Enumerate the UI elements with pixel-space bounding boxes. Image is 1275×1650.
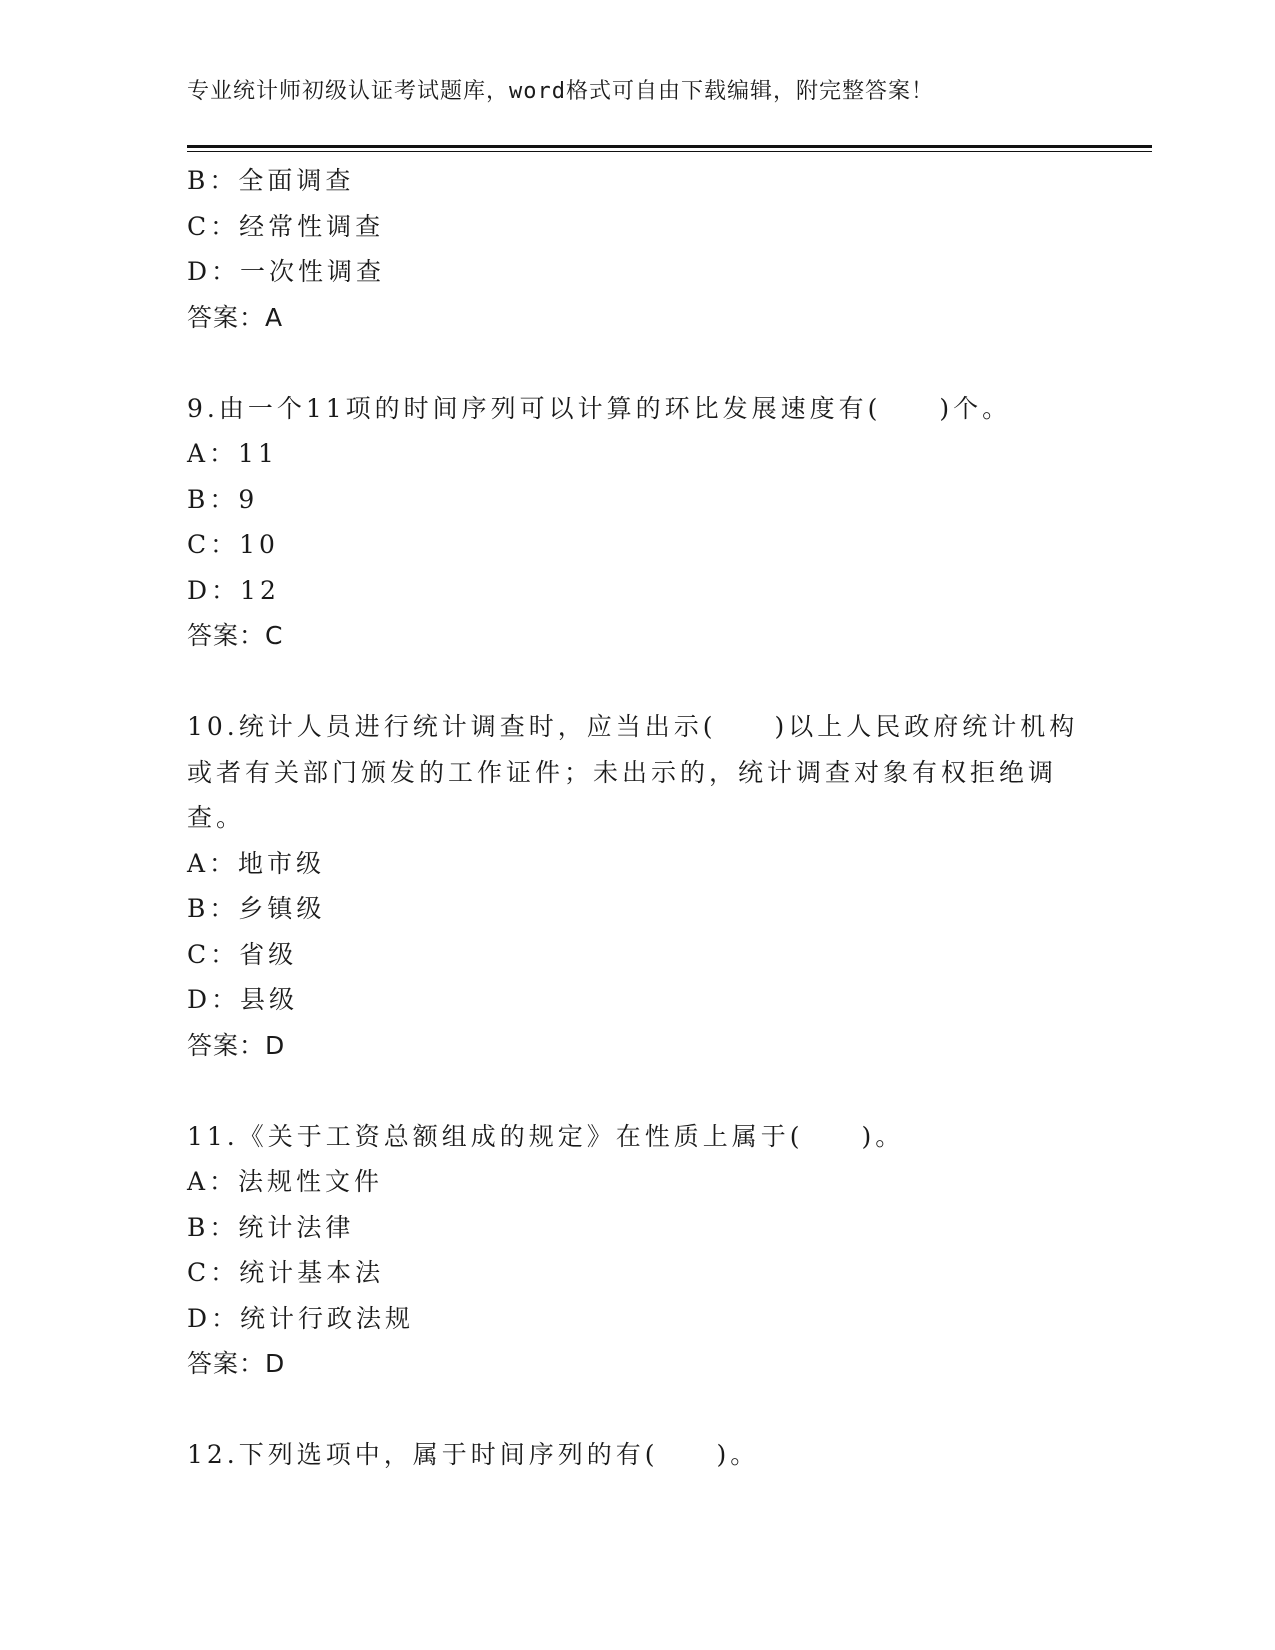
question-9	[187, 386, 1087, 659]
option-a: A：地市级	[187, 848, 326, 878]
option-b: B：乡镇级	[187, 894, 326, 923]
answer: 答案：A	[187, 302, 284, 332]
option-c: C：统计基本法	[187, 1258, 385, 1287]
header-rule-thick	[187, 145, 1152, 148]
option-d: D：一次性调查	[187, 257, 386, 286]
question-stem-line-1: 10.统计人员进行统计调查时，应当出示( )以上人民政府统计机构	[187, 712, 1079, 741]
question-stem: 11.《关于工资总额组成的规定》在性质上属于( )。	[187, 1121, 905, 1151]
question-12	[187, 1432, 1087, 1478]
option-a: A：法规性文件	[187, 1167, 384, 1196]
option-c: C：省级	[187, 939, 298, 969]
option-b: B：全面调查	[187, 166, 355, 195]
option-b: B：9	[187, 484, 259, 514]
question-stem: 12.下列选项中，属于时间序列的有( )。	[187, 1440, 760, 1469]
page-header: 专业统计师初级认证考试题库，word格式可自由下载编辑，附完整答案！	[187, 79, 934, 104]
option-d: D：统计行政法规	[187, 1303, 415, 1333]
option-a: A：11	[187, 439, 278, 468]
answer: 答案：C	[187, 621, 284, 650]
option-c: C：10	[187, 530, 279, 559]
question-list	[187, 158, 1087, 1478]
question-stem: 9.由一个11项的时间序列可以计算的环比发展速度有( )个。	[187, 393, 1012, 423]
option-d: D：县级	[187, 985, 299, 1014]
question-11	[187, 1114, 1087, 1387]
question-10	[187, 704, 1087, 1068]
option-b: B：统计法律	[187, 1212, 355, 1242]
header-rule-thin	[187, 151, 1152, 152]
option-c: C：经常性调查	[187, 211, 385, 241]
question-stem-line-3: 查。	[187, 803, 246, 832]
question-8	[187, 158, 1087, 340]
answer: 答案：D	[187, 1030, 286, 1060]
option-d: D：12	[187, 575, 280, 605]
answer: 答案：D	[187, 1349, 286, 1378]
question-stem-line-2: 或者有关部门颁发的工作证件；未出示的，统计调查对象有权拒绝调	[187, 757, 1058, 787]
